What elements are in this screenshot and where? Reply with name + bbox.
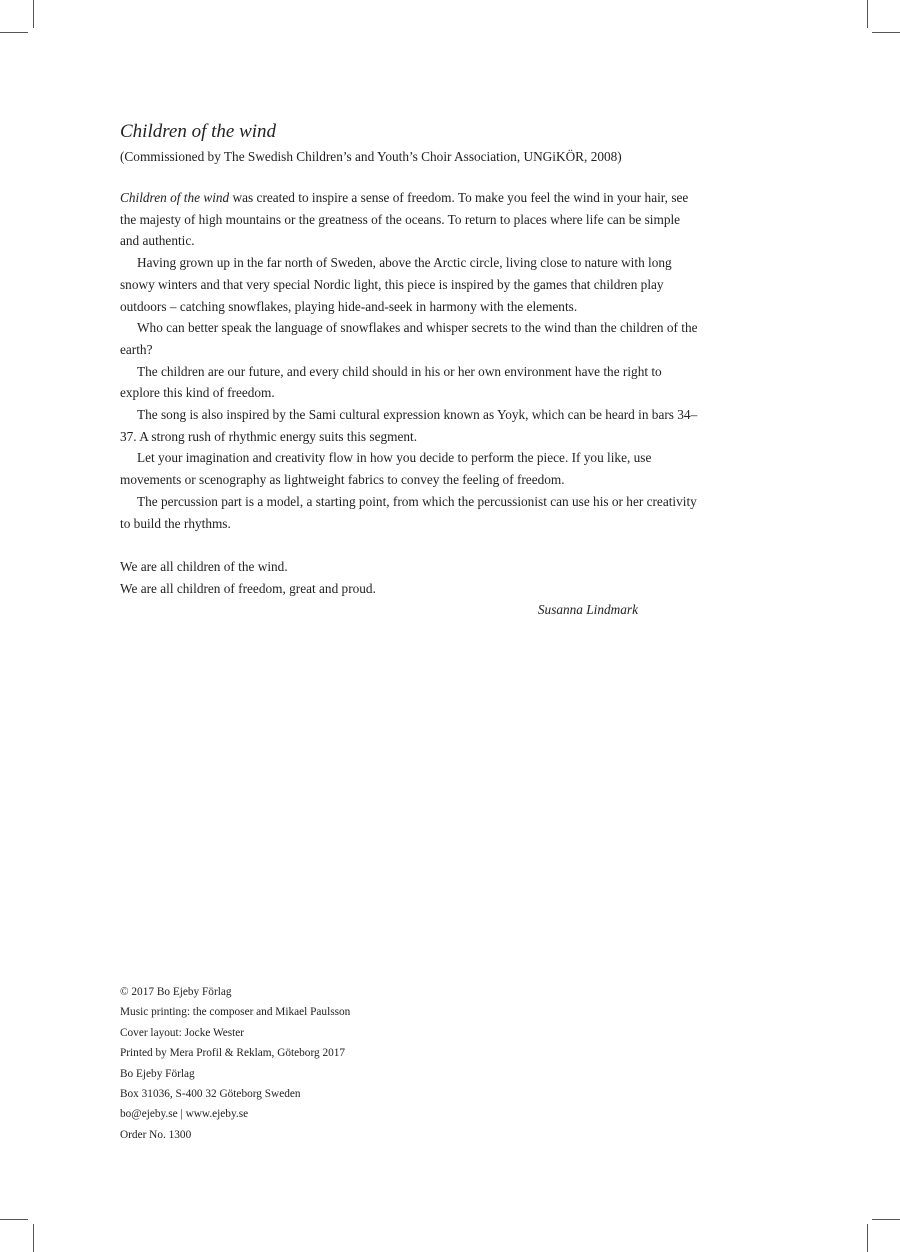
crop-mark-top-left-horizontal <box>0 32 28 33</box>
crop-mark-bottom-left-horizontal <box>0 1219 28 1220</box>
crop-mark-top-right-horizontal <box>872 32 900 33</box>
paragraph: Let your imagination and creativity flow in how you decide to perform the piece. If you like, use movements or scenography as lightweight fabrics to convey the feeling of freedom. <box>120 450 652 488</box>
colophon-line: Box 31036, S-400 32 Göteborg Sweden <box>120 1088 301 1101</box>
paragraph: The percussion part is a model, a starting point, from which the percussionist can use his or her creativity to build the rhythms. <box>120 493 697 531</box>
paragraph: Having grown up in the far north of Sweden, above the Arctic circle, living close to nature with long snowy winters and that very special Nordic light, this piece is inspired by the games that children play outdoors – catching snowflakes, playing hide-and-seek in harmony with the elements. <box>120 255 672 314</box>
paragraph: The song is also inspired by the Sami cultural expression known as Yoyk, which can be heard in bars 34–37. A strong rush of rhythmic energy suits this segment. <box>120 407 698 444</box>
crop-mark-top-right-vertical <box>867 0 868 28</box>
paragraph: Who can better speak the language of snowflakes and whisper secrets to the wind than the children of the earth? <box>120 320 698 357</box>
closing-line: We are all children of freedom, great and proud. <box>120 580 376 596</box>
colophon-line: bo@ejeby.se | www.ejeby.se <box>120 1108 249 1121</box>
colophon-line: © 2017 Bo Ejeby Förlag <box>120 986 232 998</box>
crop-mark-bottom-right-horizontal <box>872 1219 900 1220</box>
author-signature: Susanna Lindmark <box>537 602 638 618</box>
intro-paragraph <box>120 187 700 252</box>
colophon-line: Cover layout: Jocke Wester <box>120 1026 245 1039</box>
intro-text: was created to inspire a sense of freedom. To make you feel the wind in your hair, see the majesty of high mountains or the greatness of the oceans. To return to places where life can be simple and authentic. <box>120 190 689 249</box>
colophon <box>120 982 350 1145</box>
colophon-line: Bo Ejeby Förlag <box>120 1067 195 1080</box>
preface-body <box>120 187 700 534</box>
colophon-line: Printed by Mera Profil & Reklam, Göteborg 2017 <box>120 1047 346 1060</box>
closing-line: We are all children of the wind. <box>120 558 288 574</box>
closing-lines <box>120 556 700 599</box>
colophon-line: Music printing: the composer and Mikael Paulsson <box>120 1006 351 1019</box>
colophon-line: Order No. 1300 <box>120 1128 192 1141</box>
page-title: Children of the wind <box>120 121 277 142</box>
crop-mark-bottom-left-vertical <box>33 1224 34 1252</box>
paragraph: The children are our future, and every child should in his or her own environment have the right to explore this kind of freedom. <box>120 363 662 401</box>
commission-note: (Commissioned by The Swedish Children’s and Youth’s Choir Association, UNGiKÖR, 2008) <box>120 149 622 164</box>
crop-mark-bottom-right-vertical <box>867 1224 868 1252</box>
crop-mark-top-left-vertical <box>33 0 34 28</box>
intro-title-emphasis: Children of the wind <box>120 190 230 205</box>
preface <box>120 120 700 621</box>
